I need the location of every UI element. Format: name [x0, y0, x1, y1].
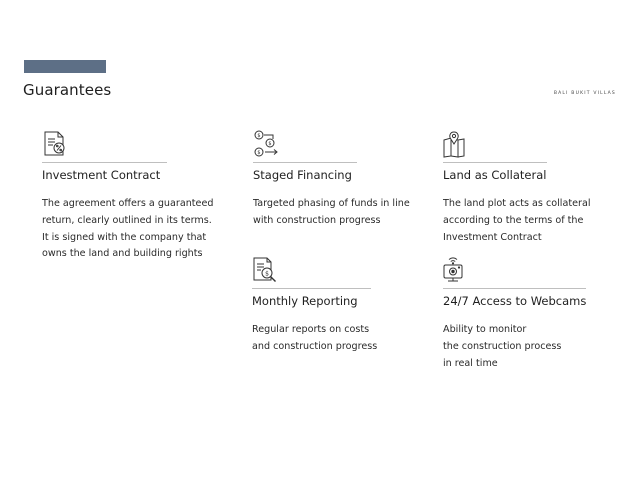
svg-text:$: $ — [257, 133, 261, 139]
card-staged-financing — [253, 130, 443, 230]
card-description: The land plot acts as collateral according to the terms of the Investment Contract — [443, 198, 591, 243]
card-description: The agreement offers a guaranteed return, clearly outlined in its terms. It is signed with the company that owns the land and building rights — [42, 198, 214, 260]
contract-percent-icon — [42, 130, 68, 158]
svg-text:$: $ — [265, 270, 269, 278]
report-magnifier-icon — [252, 256, 278, 284]
svg-text:$: $ — [268, 141, 272, 147]
card-title: Staged Financing — [253, 162, 357, 188]
brand-label: BALI BUKIT VILLAS — [553, 91, 616, 96]
coins-arrow-icon — [253, 130, 279, 158]
card-title: 24/7 Access to Webcams — [443, 288, 586, 314]
accent-bar — [24, 60, 106, 73]
card-monthly-reporting — [252, 256, 442, 356]
card-land-collateral — [443, 130, 633, 246]
card-title: Monthly Reporting — [252, 288, 371, 314]
svg-text:$: $ — [257, 150, 261, 156]
card-description: Regular reports on costs and construction progress — [252, 324, 378, 352]
page-title: Guarantees — [23, 81, 112, 99]
webcam-icon — [443, 256, 469, 284]
card-title: Investment Contract — [42, 162, 167, 188]
card-webcams — [443, 256, 633, 372]
map-pin-icon — [443, 130, 469, 158]
card-description: Targeted phasing of funds in line with construction progress — [253, 198, 410, 226]
card-title: Land as Collateral — [443, 162, 547, 188]
card-investment-contract — [42, 130, 232, 263]
card-description: Ability to monitor the construction process in real time — [443, 324, 562, 369]
